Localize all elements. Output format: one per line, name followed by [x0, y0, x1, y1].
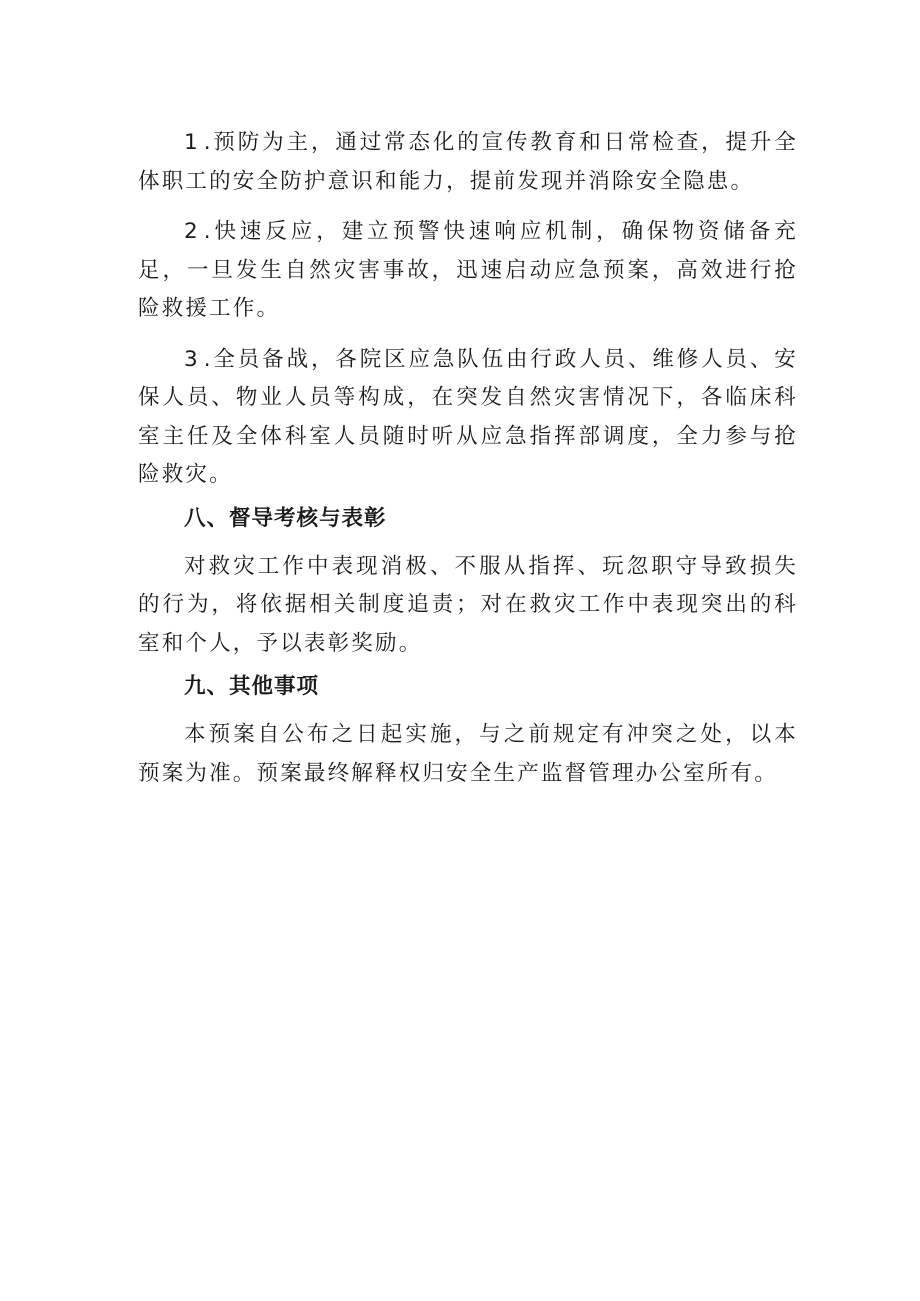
list-item-text: .全员备战，各院区应急队伍由行政人员、维修人员、安保人员、物业人员等构成，在突发自然灾害情况下，各临床科室主任及全体科室人员随时听从应急指挥部调度，全力参与抢险救灾。: [138, 346, 798, 487]
list-item-3: [138, 341, 798, 495]
section-body-other-matters: 本预案自公布之日起实施，与之前规定有冲突之处，以本预案为准。预案最终解释权归安全生产监督管理办公室所有。: [138, 722, 798, 786]
list-item-text: .快速反应，建立预警快速响应机制，确保物资储备充足，一旦发生自然灾害事故，迅速启动应急预案，高效进行抢险救援工作。: [138, 219, 798, 321]
list-item-1: [138, 124, 798, 201]
section-body-supervision: 对救灾工作中表现消极、不服从指挥、玩忽职守导致损失的行为，将依据相关制度追责；对在救灾工作中表现突出的科室和个人，予以表彰奖励。: [138, 553, 798, 656]
section-heading-supervision: 八、督导考核与表彰: [184, 505, 387, 531]
list-item-number: 1: [184, 130, 204, 155]
list-item-number: 3: [184, 346, 204, 372]
list-item-number: 2: [184, 219, 204, 244]
section-heading-other-matters: 九、其他事项: [184, 674, 320, 699]
list-item-2: [138, 213, 798, 329]
document-body: [138, 124, 798, 793]
list-item-text: .预防为主，通过常态化的宣传教育和日常检查，提升全体职工的安全防护意识和能力，提前发现并消除安全隐患。: [138, 130, 798, 194]
